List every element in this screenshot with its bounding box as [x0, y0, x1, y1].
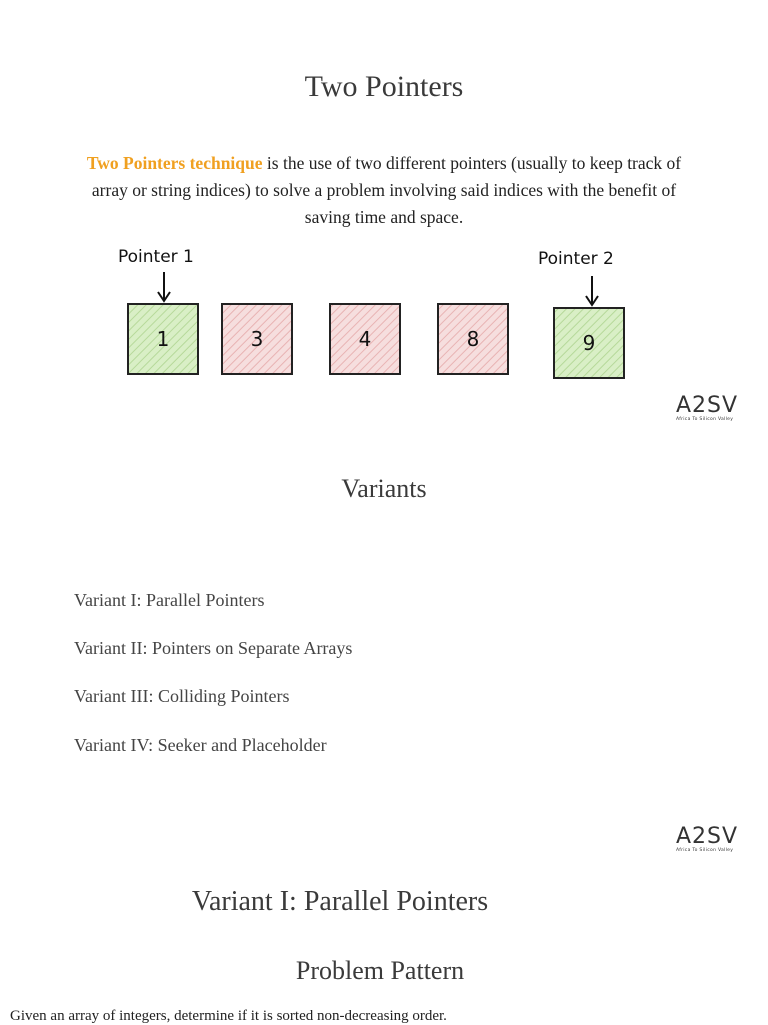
subsection-title: Problem Pattern: [295, 956, 465, 985]
intro-paragraph: [70, 150, 698, 231]
problem-text: Given an array of integers, determine if it is sorted non-decreasing order.: [10, 1008, 447, 1024]
variant-item-2: Variant II: Pointers on Separate Arrays: [74, 638, 353, 658]
intro-text: is the use of two different pointers (usually to keep track of array or string indices) to solve a problem involving said indices with the benefit of saving time and space.: [91, 153, 682, 227]
logo-mark-2: A2SV: [676, 824, 739, 849]
array-cell-5: [554, 308, 624, 378]
logo-mark: A2SV: [676, 393, 739, 418]
array-cell-value: 3: [250, 327, 264, 351]
variant-item-1: Variant I: Parallel Pointers: [74, 590, 265, 610]
pointer2-label: Pointer 2: [538, 249, 614, 269]
array-cell-value: 9: [582, 331, 596, 355]
pointer1-label: Pointer 1: [118, 247, 194, 267]
intro-highlight: Two Pointers technique: [86, 153, 263, 173]
array-cell-2: [222, 304, 292, 374]
page-title: Two Pointers: [304, 70, 464, 103]
array-cell-4: [438, 304, 508, 374]
variants-title: Variants: [341, 474, 427, 503]
logo-tagline: Africa To Silicon Valley: [676, 417, 734, 422]
array-cell-value: 4: [358, 327, 372, 351]
array-cell-value: 1: [156, 327, 170, 351]
two-pointers-diagram: [100, 240, 660, 390]
array-cell-3: [330, 304, 400, 374]
variant-item-3: Variant III: Colliding Pointers: [74, 686, 290, 706]
array-cell-1: [128, 304, 198, 374]
a2sv-logo-2: [676, 826, 738, 854]
array-cell-value: 8: [466, 327, 480, 351]
logo-tagline-2: Africa To Silicon Valley: [676, 848, 734, 853]
section-title: Variant I: Parallel Pointers: [191, 886, 489, 917]
a2sv-logo: [676, 395, 738, 423]
variant-item-4: Variant IV: Seeker and Placeholder: [74, 735, 327, 755]
